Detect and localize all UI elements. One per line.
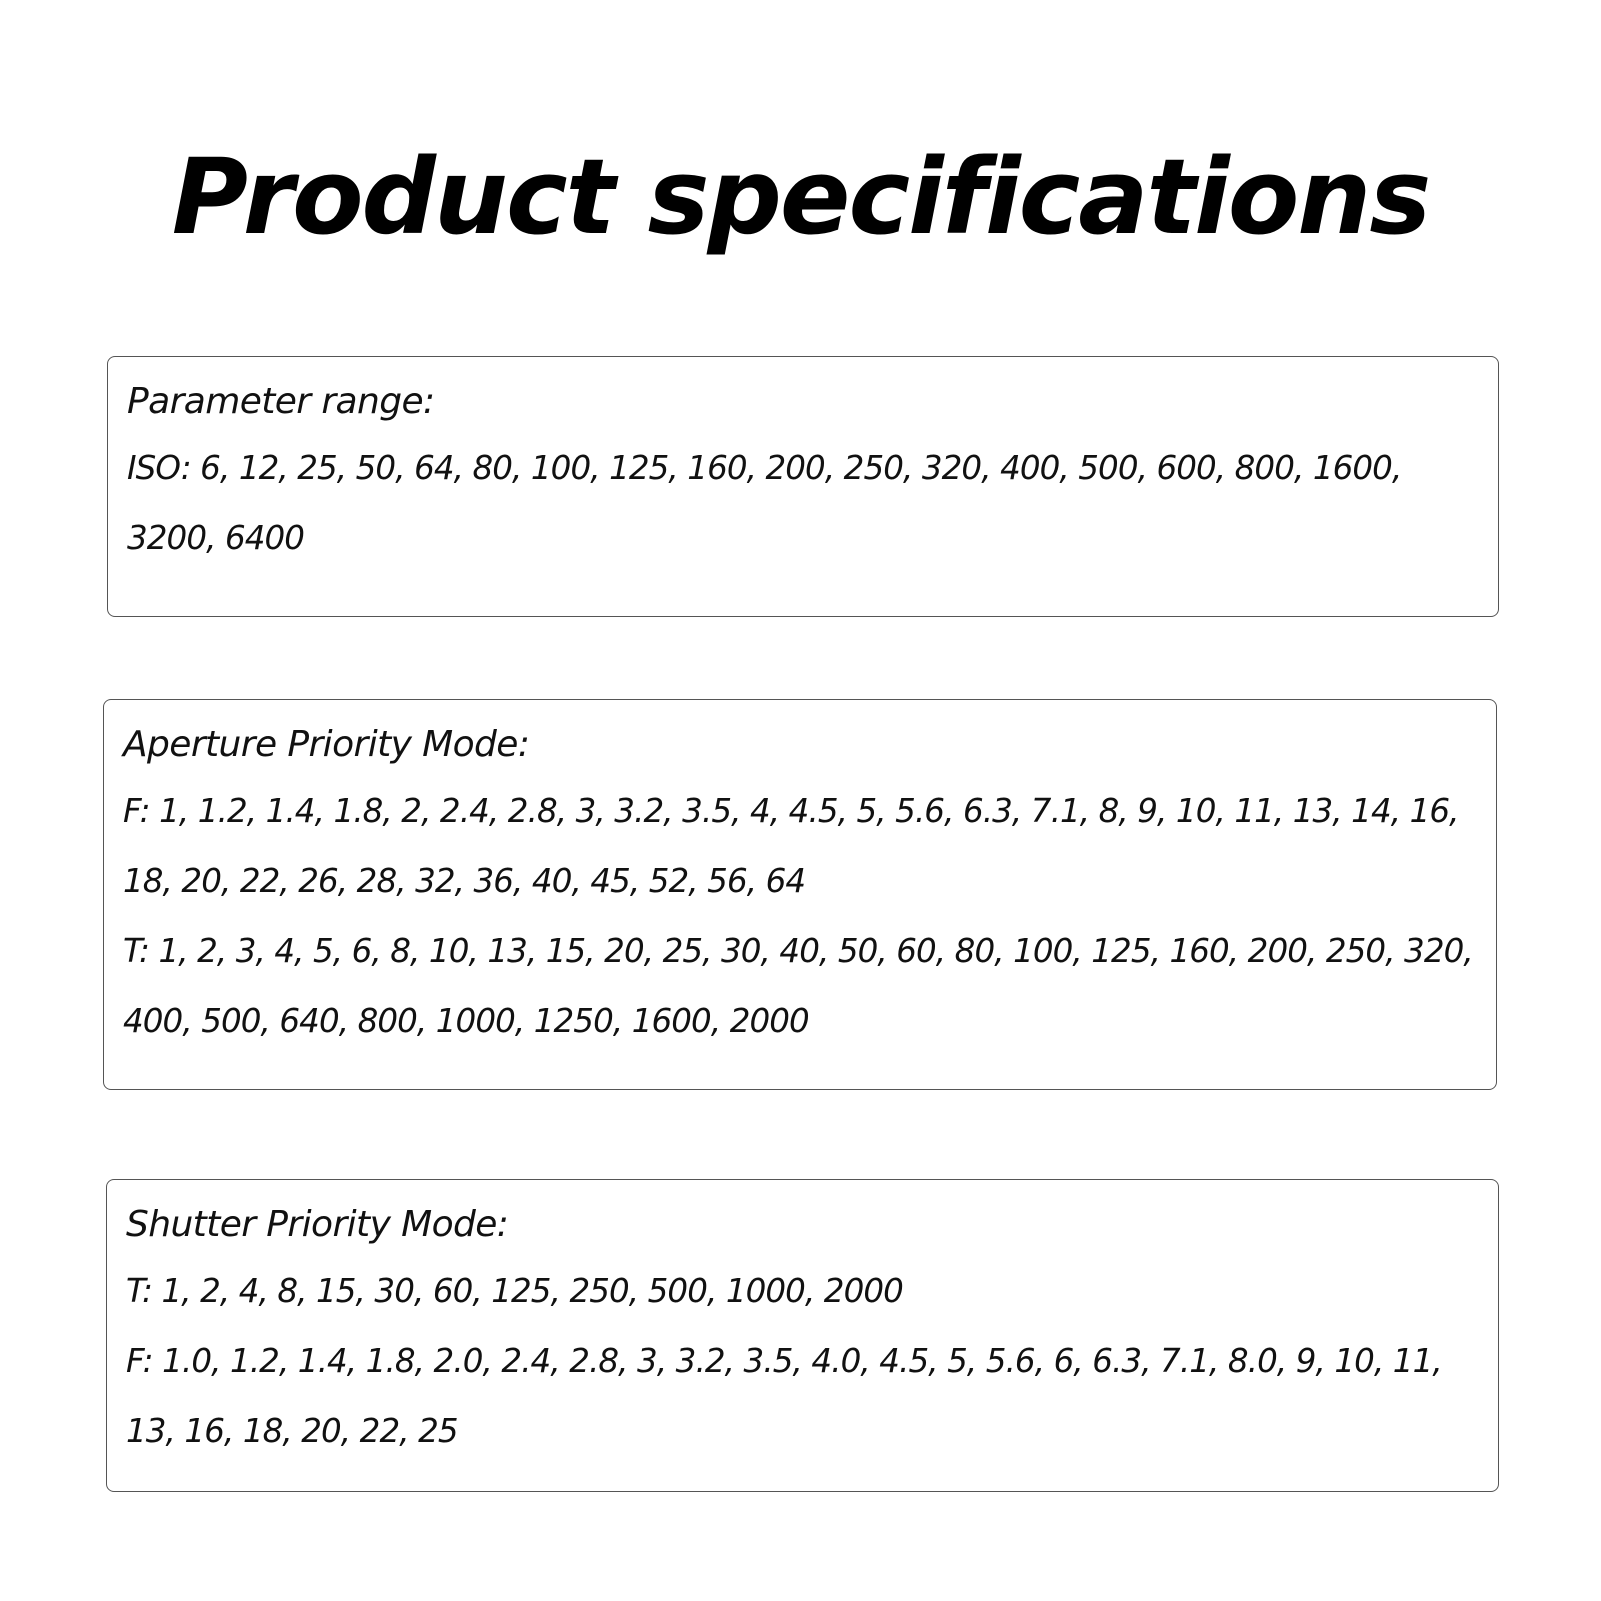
page-title: Product specifications — [171, 136, 1430, 258]
parameter-range-card — [107, 356, 1499, 617]
aperture-priority-heading: Aperture Priority Mode: — [123, 724, 530, 765]
shutter-f-values: F: 1.0, 1.2, 1.4, 1.8, 2.0, 2.4, 2.8, 3, 3.2, 3.5, 4.0, 4.5, 5, 5.6, 6, 6.3, 7.1, 8.0, 9, 10, 11, 13, 16, 18, 20, 22, 25 — [126, 1342, 1442, 1450]
shutter-priority-card — [106, 1179, 1499, 1492]
aperture-t-values: T: 1, 2, 3, 4, 5, 6, 8, 10, 13, 15, 20, 25, 30, 40, 50, 60, 80, 100, 125, 160, 200, 250, 320, 400, 500, 640, 800, 1000, 1250, 1600, 2000 — [123, 932, 1473, 1040]
shutter-t-values: T: 1, 2, 4, 8, 15, 30, 60, 125, 250, 500, 1000, 2000 — [126, 1272, 903, 1310]
iso-values: ISO: 6, 12, 25, 50, 64, 80, 100, 125, 160, 200, 250, 320, 400, 500, 600, 800, 1600, 3200, 6400 — [127, 449, 1402, 557]
parameter-range-heading: Parameter range: — [127, 381, 435, 422]
aperture-f-values: F: 1, 1.2, 1.4, 1.8, 2, 2.4, 2.8, 3, 3.2, 3.5, 4, 4.5, 5, 5.6, 6.3, 7.1, 8, 9, 10, 11, 13, 14, 16, 18, 20, 22, 26, 28, 32, 36, 40, 45, 52, 56, 64 — [123, 792, 1459, 900]
shutter-priority-heading: Shutter Priority Mode: — [126, 1204, 509, 1245]
aperture-priority-card — [103, 699, 1497, 1090]
